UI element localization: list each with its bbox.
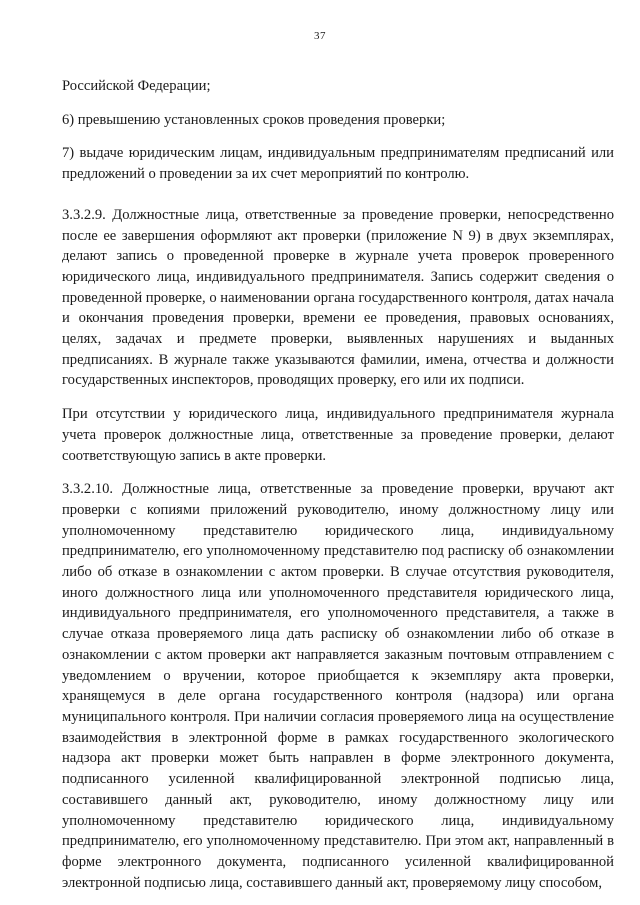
paragraph-no-journal: При отсутствии у юридического лица, индивидуального предпринимателя журнала учета проверок должностные лица, ответственные за проведение проверки, делают соответствующую запись в акте проверки. <box>62 406 614 464</box>
paragraph-rf: Российской Федерации; <box>62 78 211 94</box>
paragraph-item-7: 7) выдаче юридическим лицам, индивидуальным предпринимателям предписаний или предложений о проведении за их счет мероприятий по контролю. <box>62 145 614 183</box>
page-number: 37 <box>314 30 326 42</box>
paragraph-3-3-2-10: 3.3.2.10. Должностные лица, ответственные за проведение проверки, вручают акт проверки с копиями приложений руководителю, иному должностному лицу или уполномоченному представителю юридического лица, индивидуальному предпринимателю, его уполномоченному представителю под расписку об ознакомлении либо об отказе в ознакомлении с актом проверки. В случае отсутствия руководителя, иного должностного лица или уполномоченного представителя юридического лица, индивидуального предпринимателя, его уполномоченного представителя, а также в случае отказа проверяемого лица дать расписку об ознакомлении либо об отказе в ознакомлении с актом проверки акт направляется заказным почтовым отправлением с уведомлением о вручении, которое приобщается к экземпляру акта проверки, хранящемуся в деле органа государственного контроля (надзора) или органа муниципального контроля. При наличии согласия проверяемого лица на осуществление взаимодействия в электронной форме в рамках государственного экологического надзора акт проверки может быть направлен в форме электронного документа, подписанного усиленной квалифицированной электронной подписью лица, составившего данный акт, руководителю, иному должностному лицу или уполномоченному представителю юридического лица, индивидуальному предпринимателю, его уполномоченному представителю. При этом акт, направленный в форме электронного документа, подписанного усиленной квалифицированной электронной подписью лица, составившего данный акт, проверяемому лицу способом, <box>62 481 614 891</box>
paragraph-3-3-2-9: 3.3.2.9. Должностные лица, ответственные за проведение проверки, непосредственно после ее завершения оформляют акт проверки (приложение N 9) в двух экземплярах, делают запись о проведенной проверке в журнале учета проверок проверенного юридического лица, индивидуального предпринимателя. Запись содержит сведения о проведенной проверке, о наименовании органа государственного контроля, датах начала и окончания проведения проверки, времени ее проведения, правовых основаниях, целях, задачах и предмете проверки, выявленных нарушениях и выданных предписаниях. В журнале также указываются фамилии, имена, отчества и должности государственных инспекторов, проводящих проверку, его или их подписи. <box>62 206 614 389</box>
document-body <box>62 76 614 893</box>
paragraph-item-6: 6) превышению установленных сроков проведения проверки; <box>62 111 446 128</box>
